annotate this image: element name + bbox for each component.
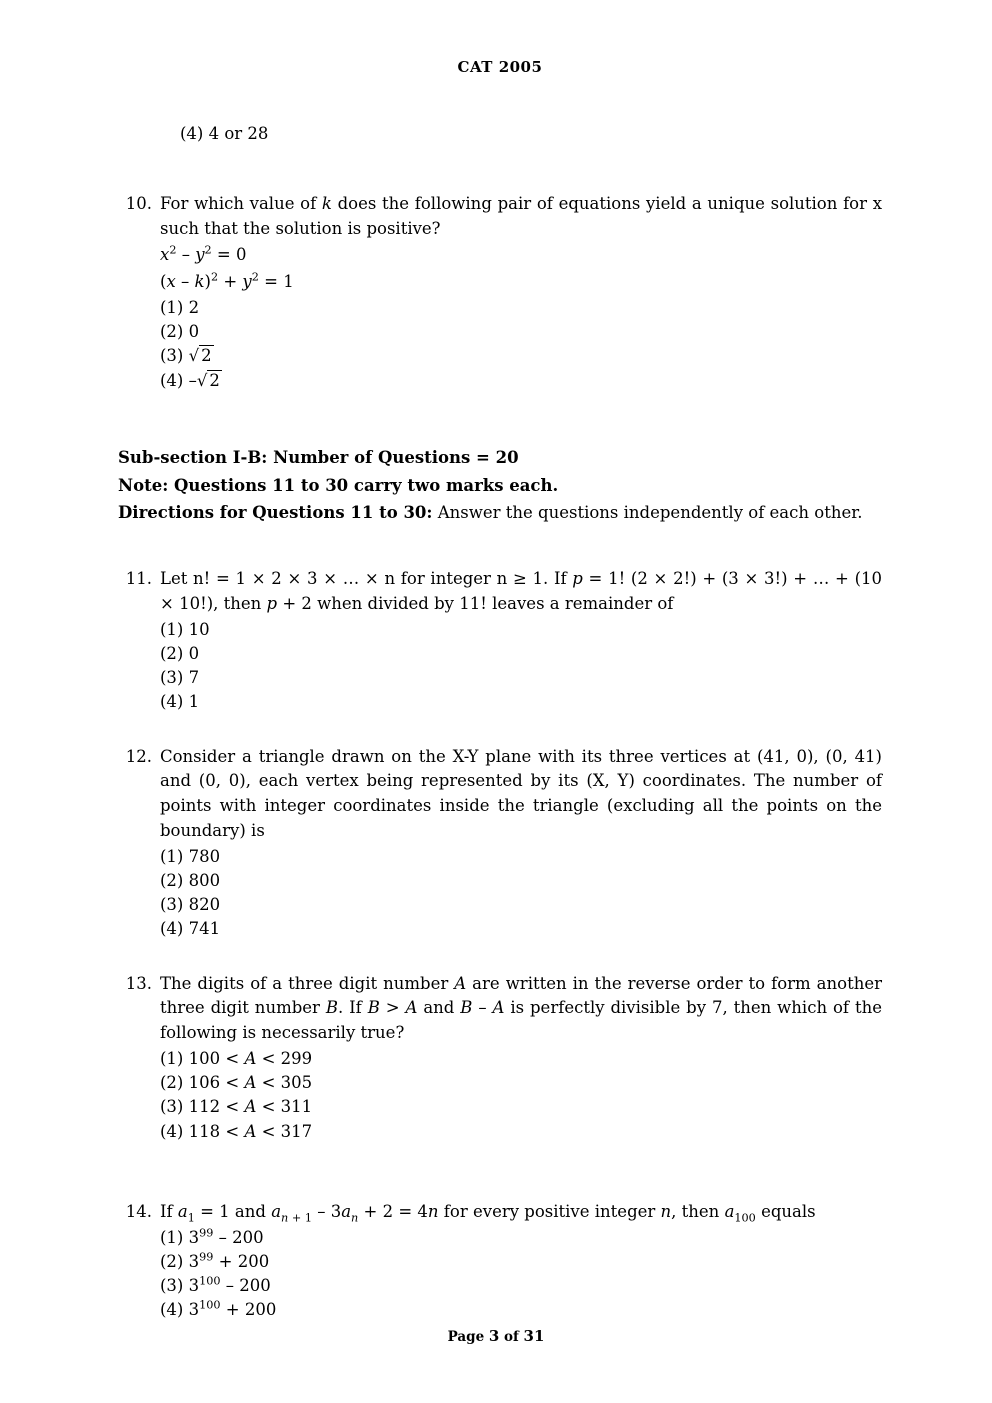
options-list [160,845,882,942]
question-number: 10. [125,193,152,213]
question-body [160,1200,882,1323]
options-list [160,1047,882,1144]
option-2[interactable]: (2) 106 < A < 305 [160,1073,313,1093]
footer-page-number: 3 [488,1327,500,1345]
question-number: 12. [125,746,152,766]
question-number: 14. [125,1201,152,1221]
option-4[interactable]: (4) 118 < A < 317 [160,1121,313,1141]
option-1[interactable]: (1) $3^{99} - 200$ [160,1226,264,1247]
footer-total-pages: 31 [523,1327,545,1345]
option-3[interactable]: (3) 7 [160,668,200,688]
option-4[interactable]: (4) $3^{100} + 200$ [160,1298,277,1320]
question-14 [118,1200,882,1323]
option-3[interactable]: (3) $3^{100} - 200$ [160,1274,271,1296]
question-number: 11. [125,569,152,589]
footer-prefix: Page [447,1329,489,1345]
carryover-option: (4) 4 or 28 [180,124,269,143]
equation-line-2: $(x - k)^2 + y^2 = 1$ [160,270,294,292]
option-4[interactable]: (4) 1 [160,692,200,712]
option-3[interactable]: (3) 112 < A < 311 [160,1097,313,1117]
directions-line [118,500,882,527]
option-2[interactable]: (2) 0 [160,643,200,663]
marks-note: Note: Questions 11 to 30 carry two marks each. [118,475,559,495]
page-title: CAT 2005 [457,58,543,76]
footer-middle: of [499,1329,524,1345]
question-body [160,972,882,1144]
option-4[interactable]: (4) 741 [160,919,221,939]
question-13 [118,972,882,1144]
option-1[interactable]: (1) 10 [160,619,210,639]
option-3[interactable]: (3) √ 2 [160,346,212,366]
option-2[interactable]: (2) 0 [160,322,200,342]
option-3[interactable]: (3) 820 [160,895,221,915]
question-10 [118,192,882,393]
sub-section-heading: Sub-section I-B: Number of Questions = 20 [118,447,519,467]
equation-line-1: $x^2 - y^2 = 0$ [160,243,247,265]
question-body [160,745,882,942]
question-stem: For which value of k does the following pair of equations yield a unique solution for x such that the solution is positive? [160,193,882,238]
question-12 [118,745,882,942]
question-stem: Let n! = 1 × 2 × 3 × … × n for integer n ≥ 1. If p = 1! (2 × 2!) + (3 × 3!) + … + (10 × 10!), then p + 2 when divided by 11! leaves a remainder of [160,569,882,613]
options-list [160,618,882,715]
page-footer [0,1327,992,1345]
question-body [160,567,882,715]
question-body [160,192,882,393]
question-number: 13. [125,973,152,993]
question-11 [118,567,882,715]
directions-label: Directions for Questions 11 to 30: [118,503,433,523]
option-2[interactable]: (2) 800 [160,870,221,890]
option-1[interactable]: (1) 2 [160,297,200,317]
options-list [160,1226,882,1323]
option-1[interactable]: (1) 780 [160,846,221,866]
options-list [160,296,882,393]
question-stem: Consider a triangle drawn on the X-Y plane with its three vertices at (41, 0), (0, 41) and (0, 0), each vertex being represented by its (X, Y) coordinates. The number of points with integer coordinates inside the triangle (excluding all the points on the boundary) is [160,746,882,840]
question-stem: If $a_1 = 1$ and $a_n$ $_{+ 1} - 3a_n + 2 = 4n$ for every positive integer n, then $a_{100}$ equals [160,1201,816,1225]
question-stem: The digits of a three digit number A are written in the reverse order to form another three digit number B. If B > A and B – A is perfectly divisible by 7, then which of the following is necessarily true? [160,973,882,1043]
sub-section-note [118,445,882,527]
directions-text: Answer the questions independently of each other. [432,503,863,523]
option-1[interactable]: (1) 100 < A < 299 [160,1048,313,1068]
option-2[interactable]: (2) $3^{99} + 200$ [160,1250,270,1271]
option-4[interactable]: (4) –√ 2 [160,370,220,390]
